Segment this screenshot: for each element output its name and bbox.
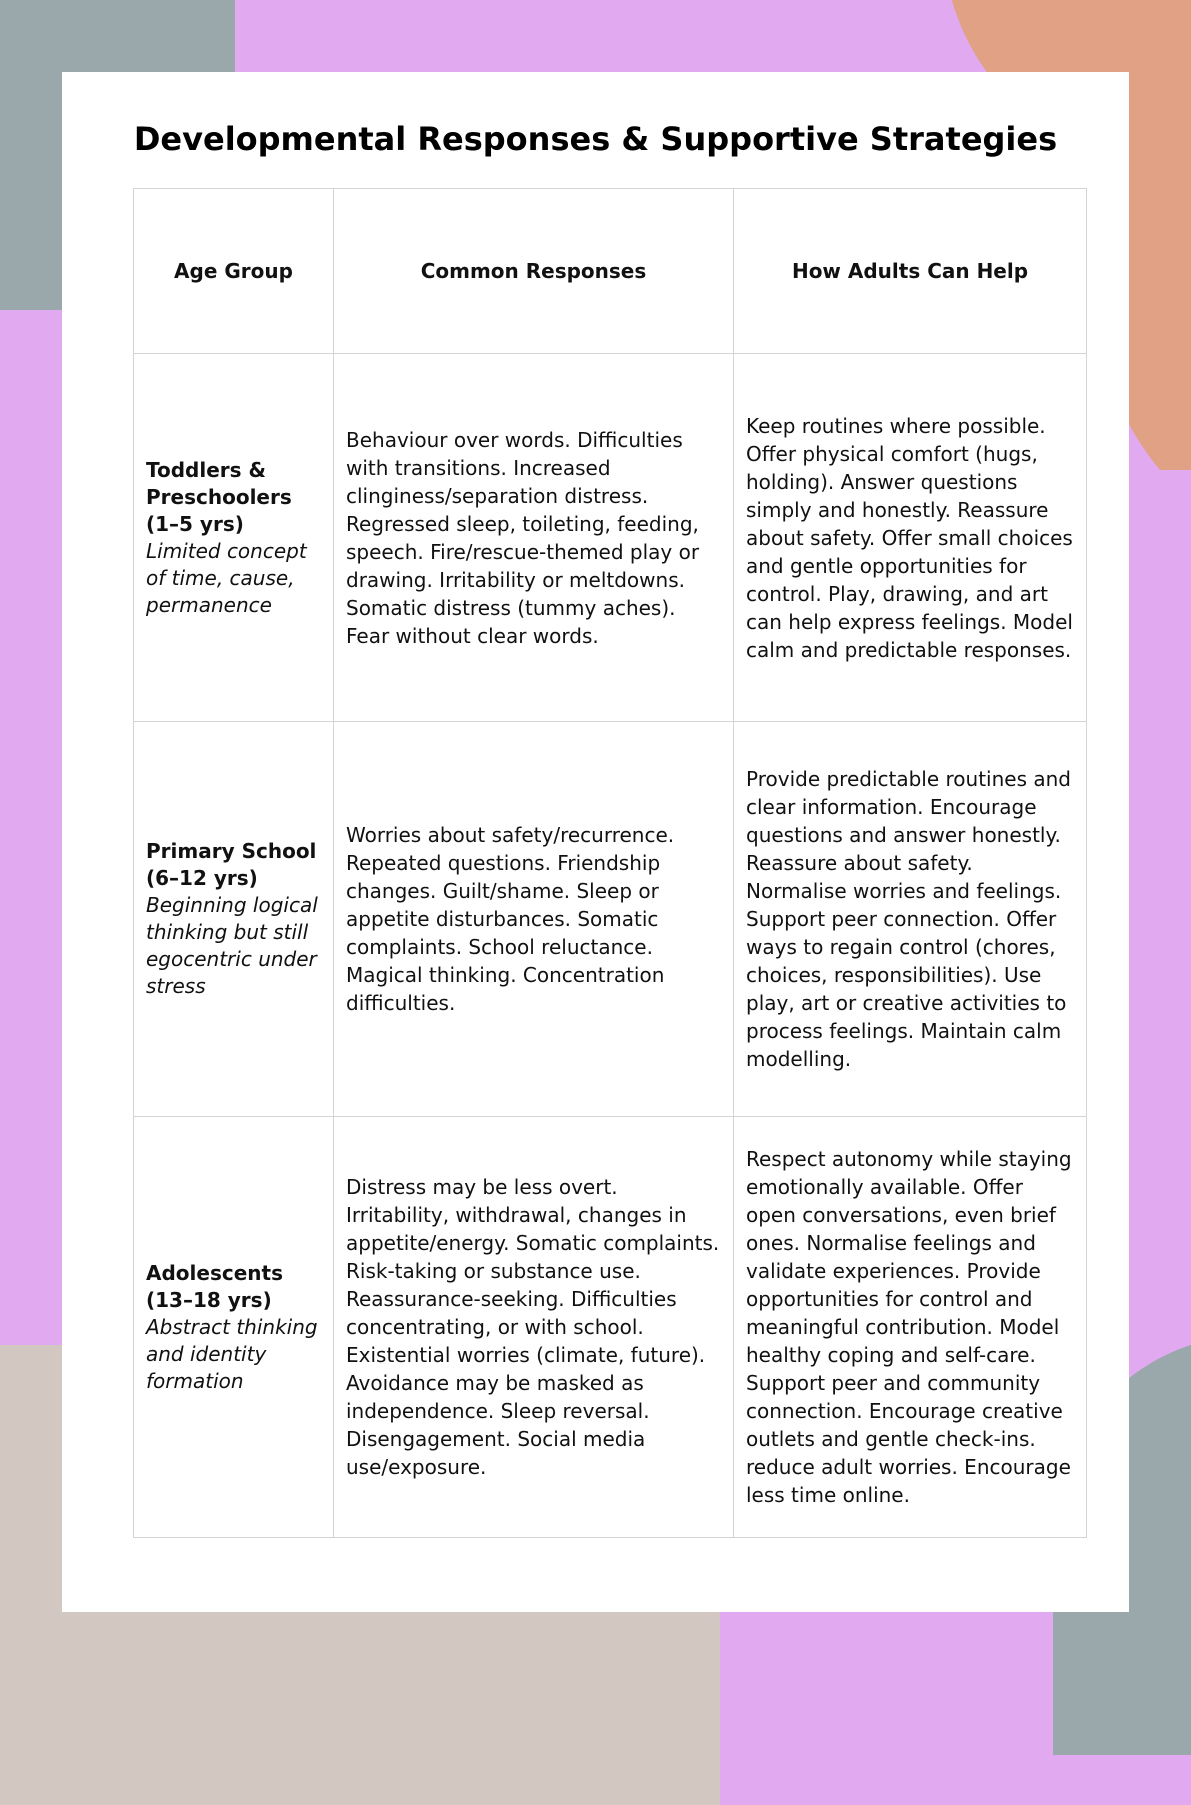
- age-group-cell: [134, 722, 334, 1117]
- age-group-note: Beginning logical thinking but still egocentric under stress: [146, 893, 318, 998]
- column-header-age-group: Age Group: [134, 189, 334, 354]
- age-group-cell: [134, 1117, 334, 1538]
- table-row: [134, 354, 1087, 722]
- age-group-note: Limited concept of time, cause, permanence: [146, 538, 307, 617]
- table-row: [134, 1117, 1087, 1538]
- table-header-row: [134, 189, 1087, 354]
- adult-help-cell: Provide predictable routines and clear information. Encourage questions and answer honestly. Reassure about safety. Normalise worries and feelings. Support peer connection. Offer ways to regain control (chores, choices, responsibilities). Use play, art or creative activities to process feelings. Maintain calm modelling.: [734, 722, 1087, 1117]
- age-group-note: Abstract thinking and identity formation: [146, 1314, 318, 1393]
- common-responses-cell: Behaviour over words. Difficulties with transitions. Increased clinginess/separation distress. Regressed sleep, toileting, feeding, speech. Fire/rescue-themed play or drawing. Irritability or meltdowns. Somatic distress (tummy aches). Fear without clear words.: [334, 354, 734, 722]
- age-group-name: Toddlers & Preschoolers (1–5 yrs): [146, 457, 292, 536]
- age-group-name: Adolescents (13–18 yrs): [146, 1260, 283, 1312]
- common-responses-cell: Worries about safety/recurrence. Repeated questions. Friendship changes. Guilt/shame. Sleep or appetite disturbances. Somatic complaints. School reluctance. Magical thinking. Concentration difficulties.: [334, 722, 734, 1117]
- age-group-cell: [134, 354, 334, 722]
- common-responses-cell: Distress may be less overt. Irritability, withdrawal, changes in appetite/energy. Somatic complaints. Risk-taking or substance use. Reassurance-seeking. Difficulties concentrating, or with school. Existential worries (climate, future). Avoidance may be masked as independence. Sleep reversal. Disengagement. Social media use/exposure.: [334, 1117, 734, 1538]
- column-header-common-responses: Common Responses: [334, 189, 734, 354]
- table-row: [134, 722, 1087, 1117]
- document-sheet: [62, 72, 1129, 1612]
- page-title: Developmental Responses & Supportive Strategies: [133, 120, 1058, 158]
- age-group-name: Primary School (6–12 yrs): [146, 839, 317, 890]
- column-header-how-adults-can-help: How Adults Can Help: [734, 189, 1087, 354]
- strategies-table: [133, 188, 1087, 1538]
- adult-help-cell: Keep routines where possible. Offer physical comfort (hugs, holding). Answer questions simply and honestly. Reassure about safety. Offer small choices and gentle opportunities for control. Play, drawing, and art can help express feelings. Model calm and predictable responses.: [734, 354, 1087, 722]
- adult-help-cell: Respect autonomy while staying emotionally available. Offer open conversations, even brief ones. Normalise feelings and validate experiences. Provide opportunities for control and meaningful contribution. Model healthy coping and self-care. Support peer and community connection. Encourage creative outlets and gentle check-ins. reduce adult worries. Encourage less time online.: [734, 1117, 1087, 1538]
